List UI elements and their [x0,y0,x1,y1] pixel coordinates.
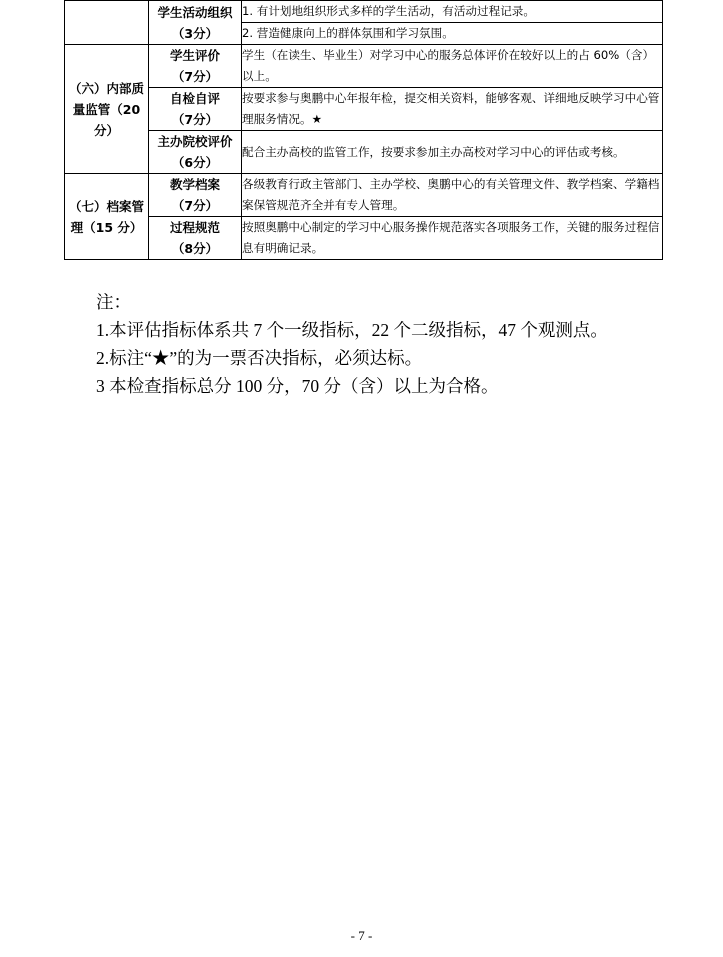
level2-indicator-teaching-archive [149,174,242,217]
level1-indicator-internal-quality: （六）内部质量监管（20分） [65,45,149,174]
note-item-2: 2.标注“★”的为一票否决指标，必须达标。 [96,348,423,368]
level2-score: （7分） [171,198,219,213]
level2-indicator-process-standard [149,217,242,260]
level2-score: （8分） [171,241,219,256]
table-row [65,1,663,23]
evaluation-table-container [64,0,662,260]
level1-indicator-cell-continuation [65,1,149,45]
table-row [65,217,663,260]
observation-point: 配合主办高校的监管工作，按要求参加主办高校对学习中心的评估或考核。 [242,131,663,174]
table-row [65,45,663,88]
level2-indicator-student-evaluation [149,45,242,88]
table-row [65,88,663,131]
level2-indicator-self-inspection [149,88,242,131]
notes-section [96,288,666,400]
observation-point: 2. 营造健康向上的群体氛围和学习氛围。 [242,23,663,45]
observation-point: 学生（在读生、毕业生）对学习中心的服务总体评价在较好以上的占 60%（含）以上。 [242,45,663,88]
level1-indicator-archive-management: （七）档案管理（15 分） [65,174,149,260]
observation-point: 1. 有计划地组织形式多样的学生活动，有活动过程记录。 [242,1,663,23]
observation-point: 各级教育行政主管部门、主办学校、奥鹏中心的有关管理文件、教学档案、学籍档案保管规范齐全并有专人管理。 [242,174,663,217]
observation-point: 按照奥鹏中心制定的学习中心服务操作规范落实各项服务工作，关键的服务过程信息有明确记录。 [242,217,663,260]
notes-heading: 注： [96,292,131,312]
level2-score: （7分） [171,112,219,127]
observation-point: 按要求参与奥鹏中心年报年检，提交相关资料，能够客观、详细地反映学习中心管理服务情况。★ [242,88,663,131]
note-item-3: 3 本检查指标总分 100 分，70 分（含）以上为合格。 [96,376,499,396]
level2-name: 学生评价 [169,48,220,63]
level2-name: 教学档案 [169,177,220,192]
level2-score: （6分） [171,155,219,170]
level2-name: 学生活动组织 [157,4,233,20]
table-row [65,131,663,174]
level2-indicator-student-activities [149,1,242,45]
level2-score: （3分） [171,25,219,41]
note-item-1: 1.本评估指标体系共 7 个一级指标，22 个二级指标，47 个观测点。 [96,320,608,340]
evaluation-table [64,0,663,260]
level2-name: 主办院校评价 [157,134,233,149]
level2-name: 自检自评 [169,91,220,106]
level2-name: 过程规范 [169,220,220,235]
level2-indicator-host-college-evaluation [149,131,242,174]
page-number: - 7 - [350,928,373,943]
level2-score: （7分） [171,69,219,84]
table-row [65,174,663,217]
